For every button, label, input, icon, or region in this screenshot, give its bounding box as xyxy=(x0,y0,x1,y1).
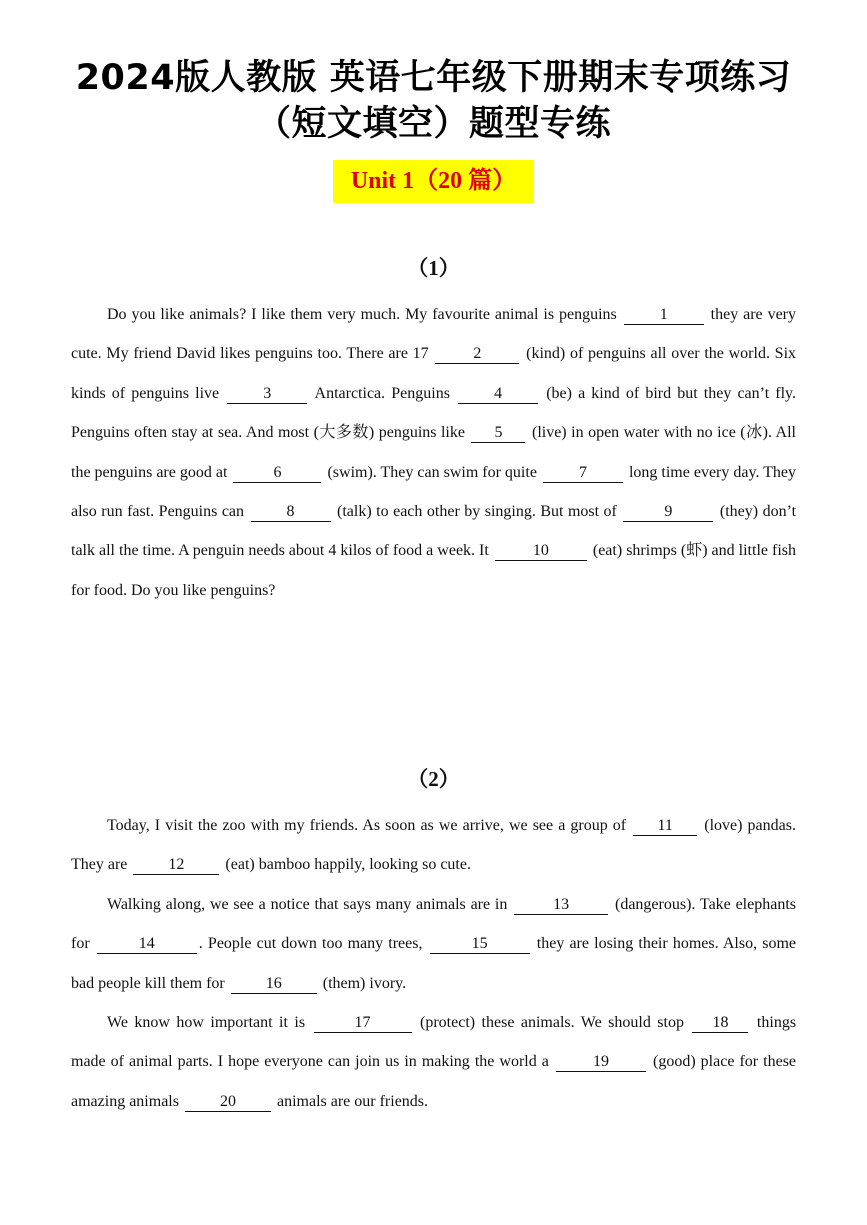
passage-text: they are losing their homes. Also, some bad people kill them for xyxy=(71,935,797,992)
blank-9[interactable]: 9 xyxy=(623,503,713,522)
blank-2[interactable]: 2 xyxy=(435,345,519,364)
blank-3[interactable]: 3 xyxy=(227,385,307,404)
document-title-line-2: （短文填空）题型专练 xyxy=(255,104,611,144)
passage-text: long time every day. They also run fast. Penguins can xyxy=(71,463,797,521)
blank-1[interactable]: 1 xyxy=(624,306,704,325)
document-title-line-1: 2024版人教版 英语七年级下册期末专项练习 xyxy=(75,58,792,98)
passage-1-number: （1） xyxy=(407,256,460,280)
blank-6[interactable]: 6 xyxy=(233,464,321,483)
passage-text: (dangerous). Take elephants for xyxy=(71,895,797,953)
blank-20[interactable]: 20 xyxy=(185,1093,271,1112)
passage-text: Antarctica. Penguins xyxy=(314,384,450,402)
blank-17[interactable]: 17 xyxy=(314,1014,412,1033)
passage-text: (swim). They can swim for quite xyxy=(327,463,537,481)
passage-text: (eat) bamboo happily, looking so cute. xyxy=(225,856,471,874)
passage-text: (eat) shrimps (虾) and little fish for food. Do you like penguins? xyxy=(71,542,797,599)
passage-text: (be) a kind of bird but they can’t fly. Penguins often stay at sea. And most (大多数) penguins like xyxy=(71,384,796,442)
blank-4[interactable]: 4 xyxy=(458,385,538,404)
blank-10[interactable]: 10 xyxy=(495,542,587,561)
blank-19[interactable]: 19 xyxy=(556,1053,646,1072)
passage-2 xyxy=(71,806,796,1121)
passage-1-paragraph xyxy=(71,295,796,610)
passage-text: they are very cute. My friend David likes penguins too. There are 17 xyxy=(71,306,797,363)
passage-text: Walking along, we see a notice that says many animals are in xyxy=(107,895,508,913)
passage-text: (protect) these animals. We should stop xyxy=(420,1014,684,1032)
passage-text: (kind) of penguins all over the world. Six kinds of penguins live xyxy=(71,345,797,402)
passage-text: (talk) to each other by singing. But most of xyxy=(337,503,617,521)
passage-2-paragraph-3 xyxy=(71,1003,796,1121)
blank-8[interactable]: 8 xyxy=(251,503,331,522)
passage-text: animals are our friends. xyxy=(276,1092,429,1110)
passage-1 xyxy=(71,295,796,610)
passage-2-paragraph-2 xyxy=(71,885,796,1003)
blank-13[interactable]: 13 xyxy=(514,896,608,915)
passage-text: We know how important it is xyxy=(107,1014,306,1032)
blank-15[interactable]: 15 xyxy=(430,935,530,954)
passage-text: things made of animal parts. I hope everyone can join us in making the world a xyxy=(71,1014,797,1071)
passage-2-paragraph-1 xyxy=(71,806,796,885)
blank-7[interactable]: 7 xyxy=(543,464,623,483)
passage-text: (they) don’t talk all the time. A penguin needs about 4 kilos of food a week. It xyxy=(71,503,797,560)
unit-label-badge: Unit 1（20 篇） xyxy=(333,160,534,203)
blank-5[interactable]: 5 xyxy=(471,424,525,443)
passage-text: Today, I visit the zoo with my friends. As soon as we arrive, we see a group of xyxy=(107,817,627,834)
blank-12[interactable]: 12 xyxy=(133,856,219,875)
blank-11[interactable]: 11 xyxy=(633,817,697,836)
passage-text: Do you like animals? I like them very much. My favourite animal is penguins xyxy=(107,306,617,323)
blank-14[interactable]: 14 xyxy=(97,935,197,954)
passage-text: (live) in open water with no ice (冰). All the penguins are good at xyxy=(71,424,796,481)
passage-text: (love) pandas. They are xyxy=(71,817,796,874)
passage-text: (them) ivory. xyxy=(322,974,407,992)
passage-text: (good) place for these amazing animals xyxy=(71,1053,797,1110)
passage-text: . People cut down too many trees, xyxy=(198,935,423,953)
passage-2-number: （2） xyxy=(407,767,460,791)
blank-18[interactable]: 18 xyxy=(692,1014,748,1033)
blank-16[interactable]: 16 xyxy=(231,975,317,994)
